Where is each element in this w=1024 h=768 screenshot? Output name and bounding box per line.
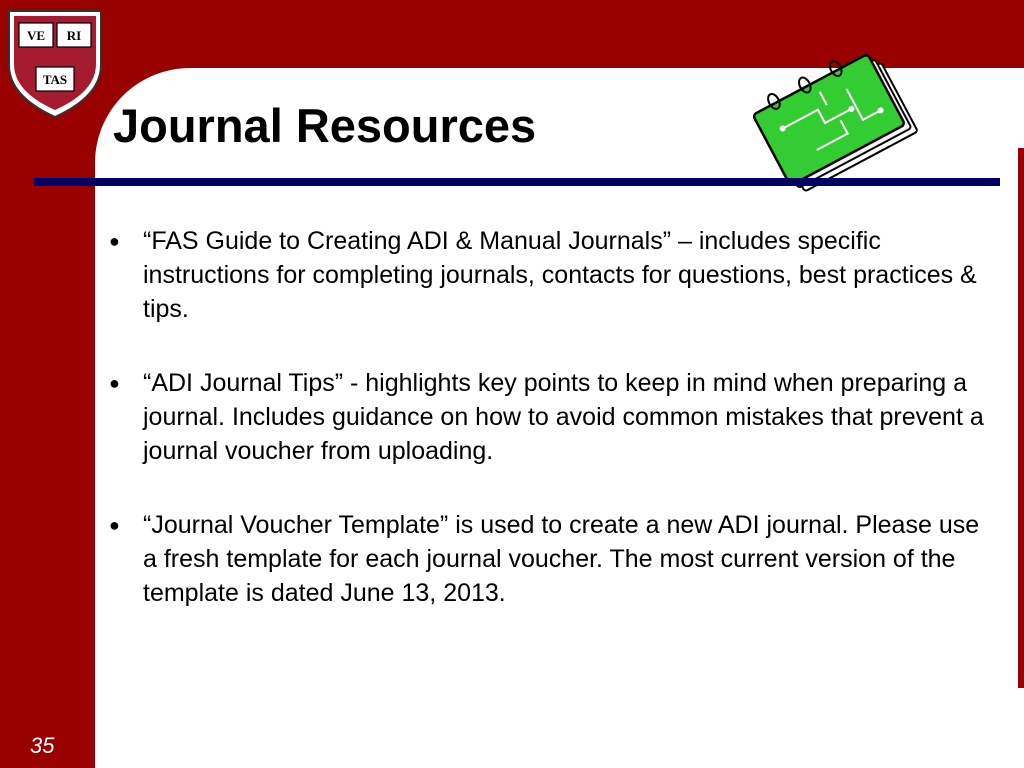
bullet-text: “Journal Voucher Template” is used to create a new ADI journal. Please use a fresh template for each journal voucher. The most current version of the template is dated June 13, 2013. xyxy=(143,511,980,607)
right-border-strip xyxy=(1018,148,1024,688)
shield-book-left xyxy=(19,23,53,47)
spiral-notebook-icon xyxy=(745,42,930,197)
page-title: Journal Resources xyxy=(113,99,537,152)
shield-book-right xyxy=(57,23,91,47)
bullet-list xyxy=(105,224,985,650)
bullet-text: “ADI Journal Tips” - highlights key points to keep in mind when preparing a journal. Includes guidance on how to avoid common mistakes that prevent a journal voucher from uploading. xyxy=(143,369,984,465)
bullet-dot: ● xyxy=(109,515,120,535)
shield-word-2: RI xyxy=(66,28,82,43)
list-item xyxy=(105,508,985,610)
shield-word-3: TAS xyxy=(42,72,68,87)
bullet-dot: ● xyxy=(109,373,120,393)
bullet-dot: ● xyxy=(109,231,120,251)
harvard-shield-icon xyxy=(5,7,105,119)
slide-number: 35 xyxy=(30,733,55,758)
list-item xyxy=(105,224,985,326)
title-divider xyxy=(34,178,1000,186)
shield-word-1: VE xyxy=(26,28,46,43)
bullet-text: “FAS Guide to Creating ADI & Manual Journals” – includes specific instructions for completing journals, contacts for questions, best practices & tips. xyxy=(143,227,977,323)
shield-book-bottom xyxy=(36,67,74,91)
list-item xyxy=(105,366,985,468)
